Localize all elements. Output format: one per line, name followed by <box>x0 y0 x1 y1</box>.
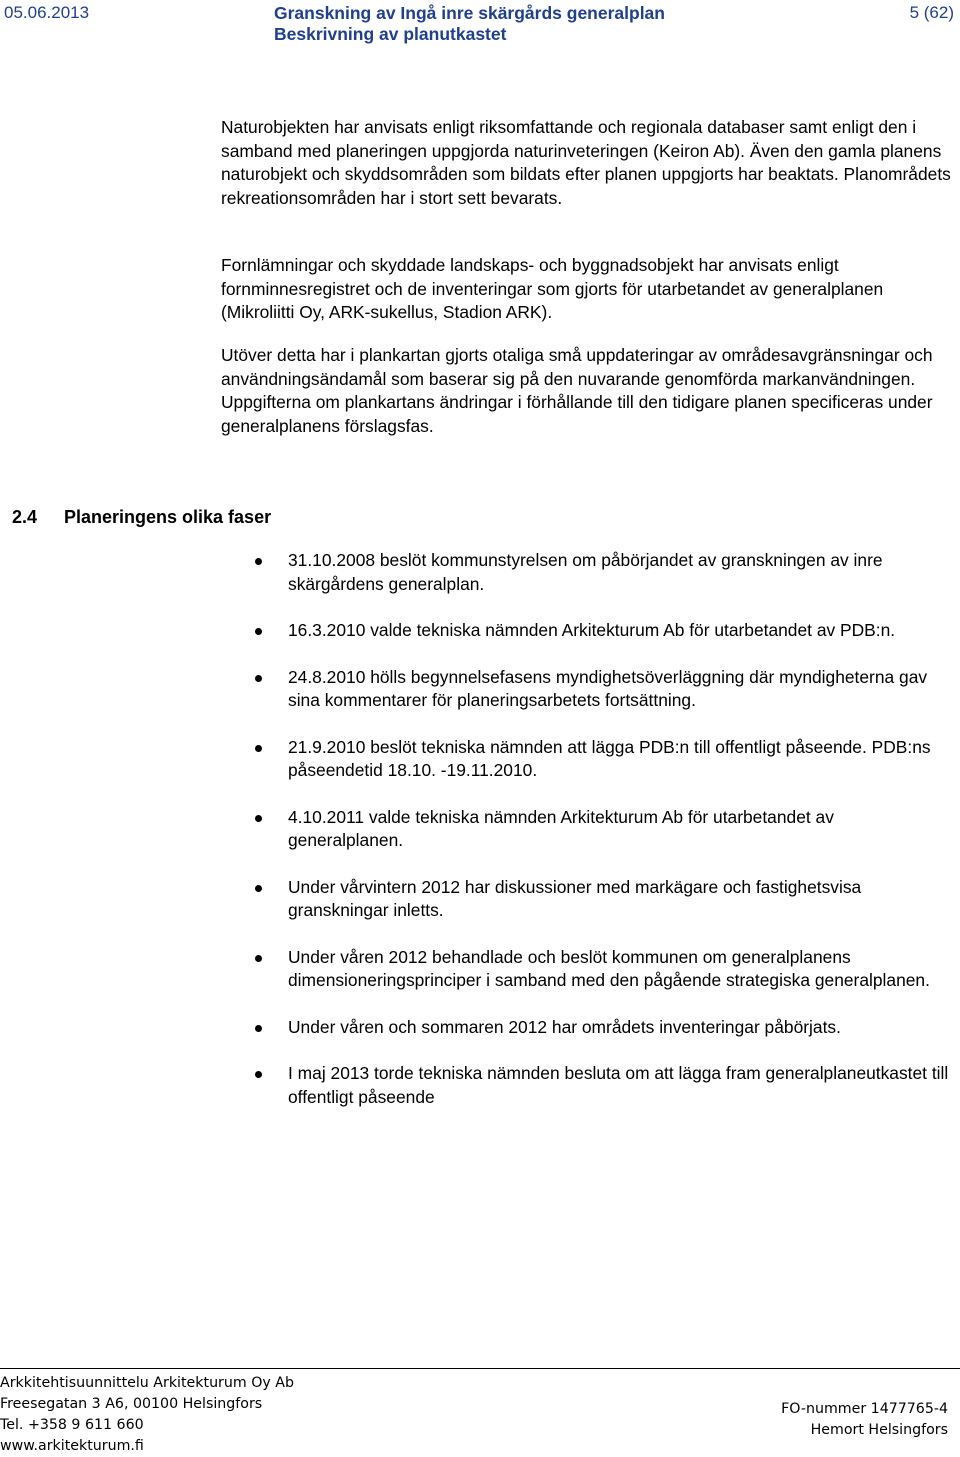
section-heading <box>12 507 271 528</box>
bullet-icon <box>255 885 262 892</box>
bullet-icon <box>255 675 262 682</box>
footer-company-info <box>0 1373 294 1457</box>
list-item-text: I maj 2013 torde tekniska nämnden besluta om att lägga fram generalplaneutkastet till offentligt påseende <box>288 1063 949 1107</box>
list-item <box>244 1016 950 1040</box>
paragraph-nature-objects: Naturobjekten har anvisats enligt riksomfattande och regionala databaser samt enligt den i samband med planeringen uppgjorda naturinveteringen (Keiron Ab). Även den gamla planens naturobjekt och skyddsområden som bildats efter planen uppgjorts har beaktats. Planområdets rekreationsområden har i stort sett bevarats. <box>221 117 951 208</box>
bullet-icon <box>255 745 262 752</box>
bullet-icon <box>255 1025 262 1032</box>
list-item-text: 4.10.2011 valde tekniska nämnden Arkitekturum Ab för utarbetandet av generalplanen. <box>288 806 834 850</box>
list-item <box>244 1062 950 1109</box>
list-item-text: Under våren och sommaren 2012 har områdets inventeringar påbörjats. <box>288 1016 841 1037</box>
list-item-text: Under vårvintern 2012 har diskussioner med markägare och fastighetsvisa granskningar inletts. <box>288 876 862 920</box>
planning-phases-list <box>244 549 950 1132</box>
footer-registration-info <box>781 1399 948 1441</box>
header-date: 05.06.2013 <box>4 3 90 22</box>
list-item-text: 16.3.2010 valde tekniska nämnden Arkitekturum Ab för utarbetandet av PDB:n. <box>288 620 896 640</box>
footer-phone: Tel. +358 9 611 660 <box>0 1417 144 1433</box>
footer-fo-number: FO-nummer 1477765-4 <box>781 1401 948 1417</box>
list-item-text: 21.9.2010 beslöt tekniska nämnden att lägga PDB:n till offentligt påseende. PDB:ns påseendetid 18.10. -19.11.2010. <box>288 736 931 780</box>
footer-divider <box>0 1368 960 1369</box>
list-item <box>244 736 950 783</box>
bullet-icon <box>255 628 262 635</box>
bullet-icon <box>255 955 262 962</box>
list-item <box>244 549 950 596</box>
paragraph-ancient-monuments: Fornlämningar och skyddade landskaps- och byggnadsobjekt har anvisats enligt fornminnesregistret och de inventeringar som gjorts för utarbetandet av generalplanen (Mikroliitti Oy, ARK-sukellus, Stadion ARK). <box>221 255 884 322</box>
list-item-text: Under våren 2012 behandlade och beslöt kommunen om generalplanens dimensioneringsprinciper i samband med den pågående strategiska generalplanen. <box>288 946 930 990</box>
list-item <box>244 806 950 853</box>
bullet-icon <box>255 558 262 565</box>
section-title: Planeringens olika faser <box>64 507 272 527</box>
bullet-icon <box>255 815 262 822</box>
paragraph-plan-updates: Utöver detta har i plankartan gjorts otaliga små uppdateringar av områdesavgränsningar och användningsändamål som baserar sig på den nuvarande genomförda markanvändningen. Uppgifterna om plankartans ändringar i förhållande till den tidigare planen specificeras under generalplanens förslagsfas. <box>221 345 933 436</box>
list-item <box>244 619 950 643</box>
list-item-text: 24.8.2010 hölls begynnelsefasens myndighetsöverläggning där myndigheterna gav sina kommentarer för planeringsarbetets fortsättning. <box>288 666 928 710</box>
footer-address: Freesegatan 3 A6, 00100 Helsingfors <box>0 1396 263 1412</box>
footer-company-name: Arkkitehtisuunnittelu Arkitekturum Oy Ab <box>0 1375 294 1391</box>
header-page-number: 5 (62) <box>909 3 954 22</box>
list-item-text: 31.10.2008 beslöt kommunstyrelsen om påbörjandet av granskningen av inre skärgårdens generalplan. <box>288 550 883 594</box>
header-title-line2: Beskrivning av planutkastet <box>274 24 507 44</box>
page-header <box>0 0 960 50</box>
list-item <box>244 876 950 923</box>
list-item <box>244 946 950 993</box>
header-title <box>274 3 665 45</box>
section-number: 2.4 <box>12 507 38 527</box>
bullet-icon <box>255 1071 262 1078</box>
header-title-line1: Granskning av Ingå inre skärgårds generalplan <box>274 3 665 23</box>
footer-website: www.arkitekturum.fi <box>0 1438 144 1454</box>
list-item <box>244 666 950 713</box>
footer-domicile: Hemort Helsingfors <box>810 1422 948 1438</box>
